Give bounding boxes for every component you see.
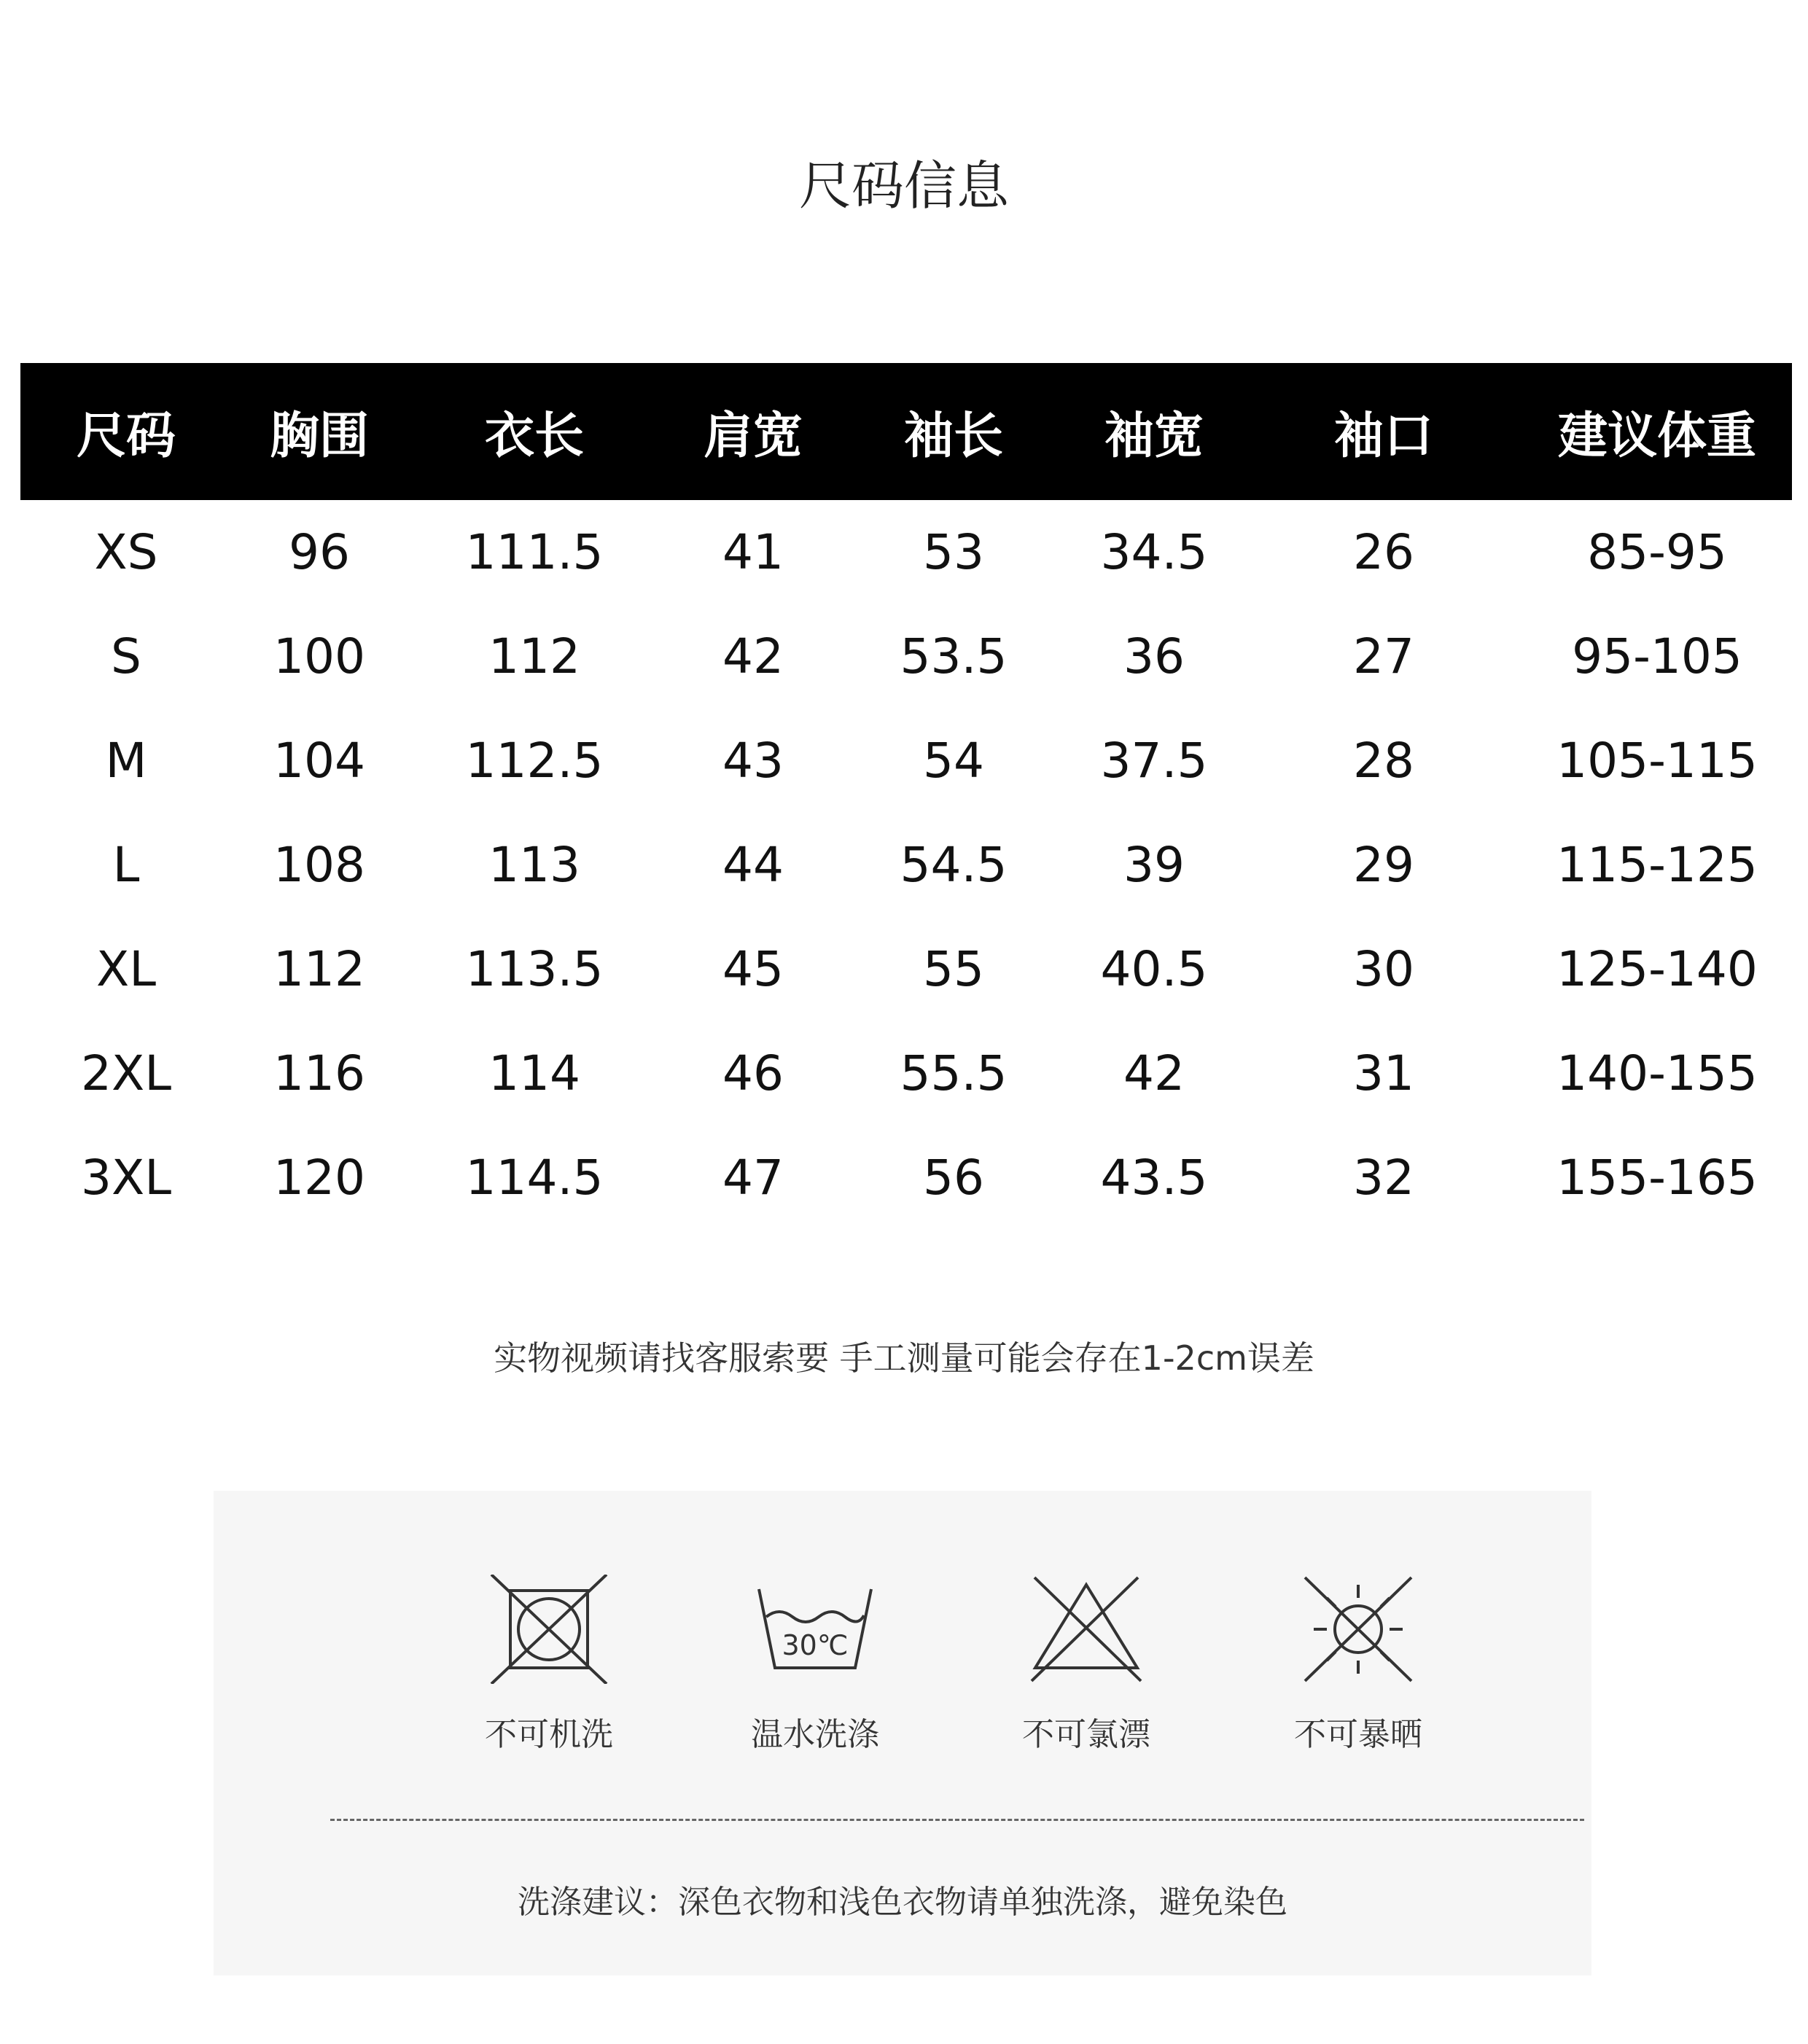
cell-size: S	[111, 628, 141, 684]
cell-cuff: 31	[1353, 1045, 1414, 1101]
care-advice: 洗涤建议：深色衣物和浅色衣物请单独洗涤，避免染色	[518, 1884, 1287, 1921]
cell-shoulder: 47	[722, 1150, 784, 1206]
wash-temperature: 30℃	[782, 1629, 849, 1661]
cell-sleeve-width: 37.5	[1100, 733, 1208, 789]
cell-chest: 96	[289, 524, 350, 580]
cell-weight: 115-125	[1556, 837, 1758, 893]
table-row	[20, 917, 1792, 1021]
table-row	[20, 1126, 1792, 1230]
cell-chest: 112	[273, 941, 365, 997]
cell-sleeve-length: 55.5	[900, 1045, 1008, 1101]
cell-length: 113	[488, 837, 580, 893]
cell-size: L	[112, 837, 140, 893]
header-size: 尺码	[76, 407, 176, 465]
cell-sleeve-length: 55	[923, 941, 984, 997]
header-chest: 胸围	[269, 407, 369, 465]
cell-cuff: 27	[1353, 628, 1414, 684]
page-title: 尺码信息	[798, 155, 1009, 217]
cell-chest: 108	[273, 837, 365, 893]
cell-sleeve-width: 42	[1123, 1045, 1185, 1101]
cell-weight: 140-155	[1556, 1045, 1758, 1101]
cell-size: M	[105, 733, 147, 789]
table-row	[20, 813, 1792, 917]
care-label: 温水洗涤	[751, 1716, 879, 1753]
cell-length: 114.5	[465, 1150, 604, 1206]
cell-size: XL	[96, 941, 156, 997]
cell-sleeve-width: 43.5	[1100, 1150, 1208, 1206]
no-sun-dry-icon	[1296, 1575, 1420, 1684]
cell-sleeve-width: 36	[1123, 628, 1185, 684]
table-row	[20, 1021, 1792, 1126]
cell-sleeve-width: 34.5	[1100, 524, 1208, 580]
cell-size: 2XL	[81, 1045, 171, 1101]
cell-shoulder: 41	[722, 524, 784, 580]
cell-length: 112	[488, 628, 580, 684]
cell-weight: 95-105	[1572, 628, 1742, 684]
header-sleeve-length: 袖长	[903, 407, 1003, 465]
cell-shoulder: 43	[722, 733, 784, 789]
cell-chest: 116	[273, 1045, 365, 1101]
size-table	[20, 363, 1792, 1230]
no-machine-wash-icon	[487, 1575, 611, 1684]
cell-shoulder: 46	[722, 1045, 784, 1101]
cell-shoulder: 42	[722, 628, 784, 684]
no-bleach-icon	[1024, 1575, 1148, 1684]
cell-sleeve-length: 54	[923, 733, 984, 789]
cell-length: 111.5	[465, 524, 604, 580]
cell-cuff: 30	[1353, 941, 1414, 997]
warm-water-wash-icon	[753, 1575, 877, 1684]
header-weight: 建议体重	[1557, 407, 1756, 465]
care-label: 不可机洗	[485, 1716, 613, 1753]
cell-cuff: 32	[1353, 1150, 1414, 1206]
table-header-row	[20, 363, 1792, 500]
care-icons-row	[214, 1575, 1591, 1808]
cell-chest: 120	[273, 1150, 365, 1206]
cell-weight: 125-140	[1556, 941, 1758, 997]
cell-cuff: 26	[1353, 524, 1414, 580]
cell-size: XS	[94, 524, 158, 580]
header-length: 衣长	[484, 407, 584, 465]
table-row	[20, 500, 1792, 604]
care-item-no-bleach	[977, 1575, 1196, 1757]
cell-length: 114	[488, 1045, 580, 1101]
cell-weight: 85-95	[1587, 524, 1727, 580]
header-sleeve-width: 袖宽	[1104, 407, 1204, 465]
cell-chest: 100	[273, 628, 365, 684]
cell-weight: 105-115	[1556, 733, 1758, 789]
cell-shoulder: 45	[722, 941, 784, 997]
care-item-no-sun-dry	[1249, 1575, 1468, 1757]
measurement-note: 实物视频请找客服索要 手工测量可能会存在1-2cm误差	[494, 1338, 1314, 1378]
dashed-divider	[330, 1819, 1584, 1821]
care-label: 不可氯漂	[1022, 1716, 1150, 1753]
table-row	[20, 604, 1792, 709]
cell-length: 112.5	[465, 733, 604, 789]
care-item-warm-water-wash	[706, 1575, 924, 1757]
header-cuff: 袖口	[1333, 407, 1433, 465]
cell-shoulder: 44	[722, 837, 784, 893]
cell-sleeve-length: 54.5	[900, 837, 1008, 893]
care-panel	[214, 1491, 1591, 1975]
cell-sleeve-length: 53.5	[900, 628, 1008, 684]
cell-weight: 155-165	[1556, 1150, 1758, 1206]
cell-sleeve-width: 40.5	[1100, 941, 1208, 997]
cell-sleeve-length: 56	[923, 1150, 984, 1206]
care-label: 不可暴晒	[1294, 1716, 1422, 1753]
cell-sleeve-width: 39	[1123, 837, 1185, 893]
header-shoulder: 肩宽	[703, 407, 803, 465]
cell-length: 113.5	[465, 941, 604, 997]
care-item-no-machine-wash	[440, 1575, 658, 1757]
cell-cuff: 29	[1353, 837, 1414, 893]
table-row	[20, 709, 1792, 813]
cell-chest: 104	[273, 733, 365, 789]
cell-cuff: 28	[1353, 733, 1414, 789]
cell-size: 3XL	[81, 1150, 171, 1206]
cell-sleeve-length: 53	[923, 524, 984, 580]
table-body	[20, 500, 1792, 1230]
